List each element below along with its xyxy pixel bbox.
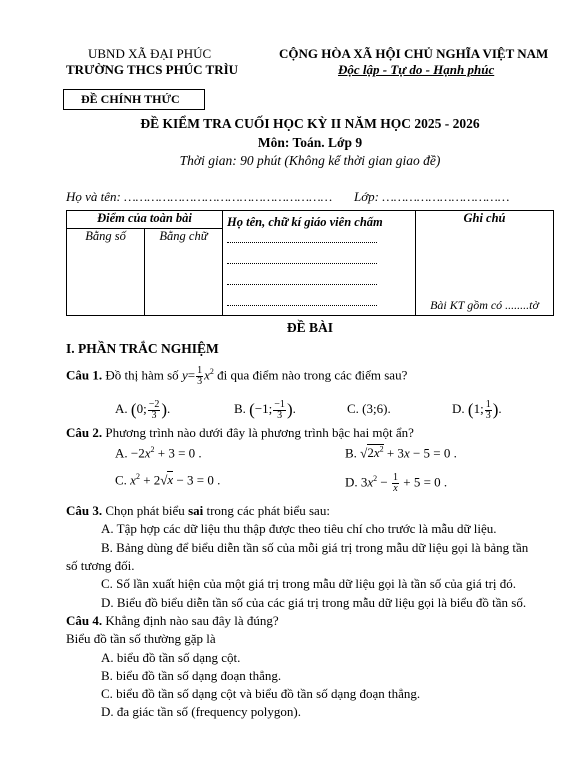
question-2: Câu 2. Phương trình nào dưới đây là phương trình bậc hai một ẩn? <box>66 425 414 440</box>
q2-option-b: B. $√2x^2 + 3x - 5 = 0$ . <box>345 445 457 461</box>
q3-option-b-line1: B. Bảng dùng để biểu diễn tần số của mỗi giá trị trong mẫu dữ liệu gọi là bảng tần <box>101 540 529 555</box>
header-left-line1: UBND XÃ ĐẠI PHÚC <box>88 46 212 61</box>
exam-subject: Môn: Toán. Lớp 9 <box>257 135 363 150</box>
header-left-line2: TRƯỜNG THCS PHÚC TRÌU <box>66 62 239 77</box>
q2-option-d: D. $3x^2$ − $\frac{1}{x}$ + 5 = 0 . <box>345 471 448 494</box>
exam-title: ĐỀ KIỂM TRA CUỐI HỌC KỲ II NĂM HỌC 2025 - 2026 <box>140 116 480 131</box>
signature-line-3 <box>227 284 377 285</box>
student-name-field: Họ và tên: ……………………………………………… <box>66 189 333 204</box>
question-4: Câu 4. Khẳng định nào sau đây là đúng? <box>66 613 279 628</box>
part1-heading: I. PHẦN TRẮC NGHIỆM <box>66 341 219 356</box>
q4-stem: Biểu đồ tần số thường gặp là <box>66 631 216 646</box>
header-right-line1: CỘNG HÒA XÃ HỘI CHỦ NGHĨA VIỆT NAM <box>279 46 549 61</box>
q4-option-a: A. biểu đồ tần số dạng cột. <box>101 650 241 665</box>
question-3: Câu 3. Chọn phát biểu sai trong các phát biểu sau: <box>66 503 330 518</box>
q3-option-a: A. Tập hợp các dữ liệu thu thập được theo tiêu chí cho trước là mẫu dữ liệu. <box>101 521 497 536</box>
score-in-number: Bằng số <box>67 229 145 316</box>
note-header: Ghi chú Bài KT gồm có ........tờ <box>416 211 554 316</box>
score-in-words: Bằng chữ <box>145 229 223 316</box>
official-label: ĐỀ CHÍNH THỨC <box>81 92 180 106</box>
score-total-header: Điểm của toàn bài <box>67 211 223 229</box>
q3-option-b-line2: số tương đối. <box>66 558 135 573</box>
signature-line-1 <box>227 242 377 243</box>
q4-option-d: D. đa giác tần số (frequency polygon). <box>101 704 301 719</box>
q1-option-a: A. (0; $\frac{-2}{3}$ ). <box>115 398 171 421</box>
q3-option-c: C. Số lần xuất hiện của một giá trị trong mẫu dữ liệu gọi là tần số của giá trị đó. <box>101 576 517 591</box>
section-heading: ĐỀ BÀI <box>286 320 334 335</box>
q3-option-d: D. Biểu đồ biểu diễn tần số của các giá trị trong mẫu dữ liệu gọi là biểu đồ tần số. <box>101 595 527 610</box>
q4-option-c: C. biểu đồ tần số dạng cột và biểu đồ tần số dạng đoạn thẳng. <box>101 686 421 701</box>
signature-line-4 <box>227 305 377 306</box>
q1-option-b: B. (−1; $\frac{-1}{3}$ ). <box>234 398 296 421</box>
exam-time: Thời gian: 90 phút (Không kể thời gian giao đề) <box>179 153 441 168</box>
note-sheet-count: Bài KT gồm có ........tờ <box>430 298 539 312</box>
student-class-field: Lớp: …………………………… <box>354 189 510 204</box>
score-table <box>66 210 554 316</box>
teacher-signature-header: Họ tên, chữ kí giáo viên chấm <box>223 211 416 316</box>
signature-line-2 <box>227 263 377 264</box>
q2-option-a: A. $-2x^2 + 3 = 0$ . <box>115 445 202 461</box>
q1-option-d: D. (1; $\frac{1}{3}$ ). <box>452 398 502 421</box>
header-right-line2: Độc lập - Tự do - Hạnh phúc <box>338 62 495 77</box>
question-1: Câu 1. Đồ thị hàm số y= $\frac{1}{3}$ $x^2$ đi qua điểm nào trong các điểm sau? <box>66 364 408 387</box>
q1-option-c: C. (3;6). <box>347 401 391 416</box>
q4-option-b: B. biểu đồ tần số dạng đoạn thẳng. <box>101 668 282 683</box>
q2-option-c: C. $x^2 + 2√x - 3 = 0$ . <box>115 472 221 488</box>
